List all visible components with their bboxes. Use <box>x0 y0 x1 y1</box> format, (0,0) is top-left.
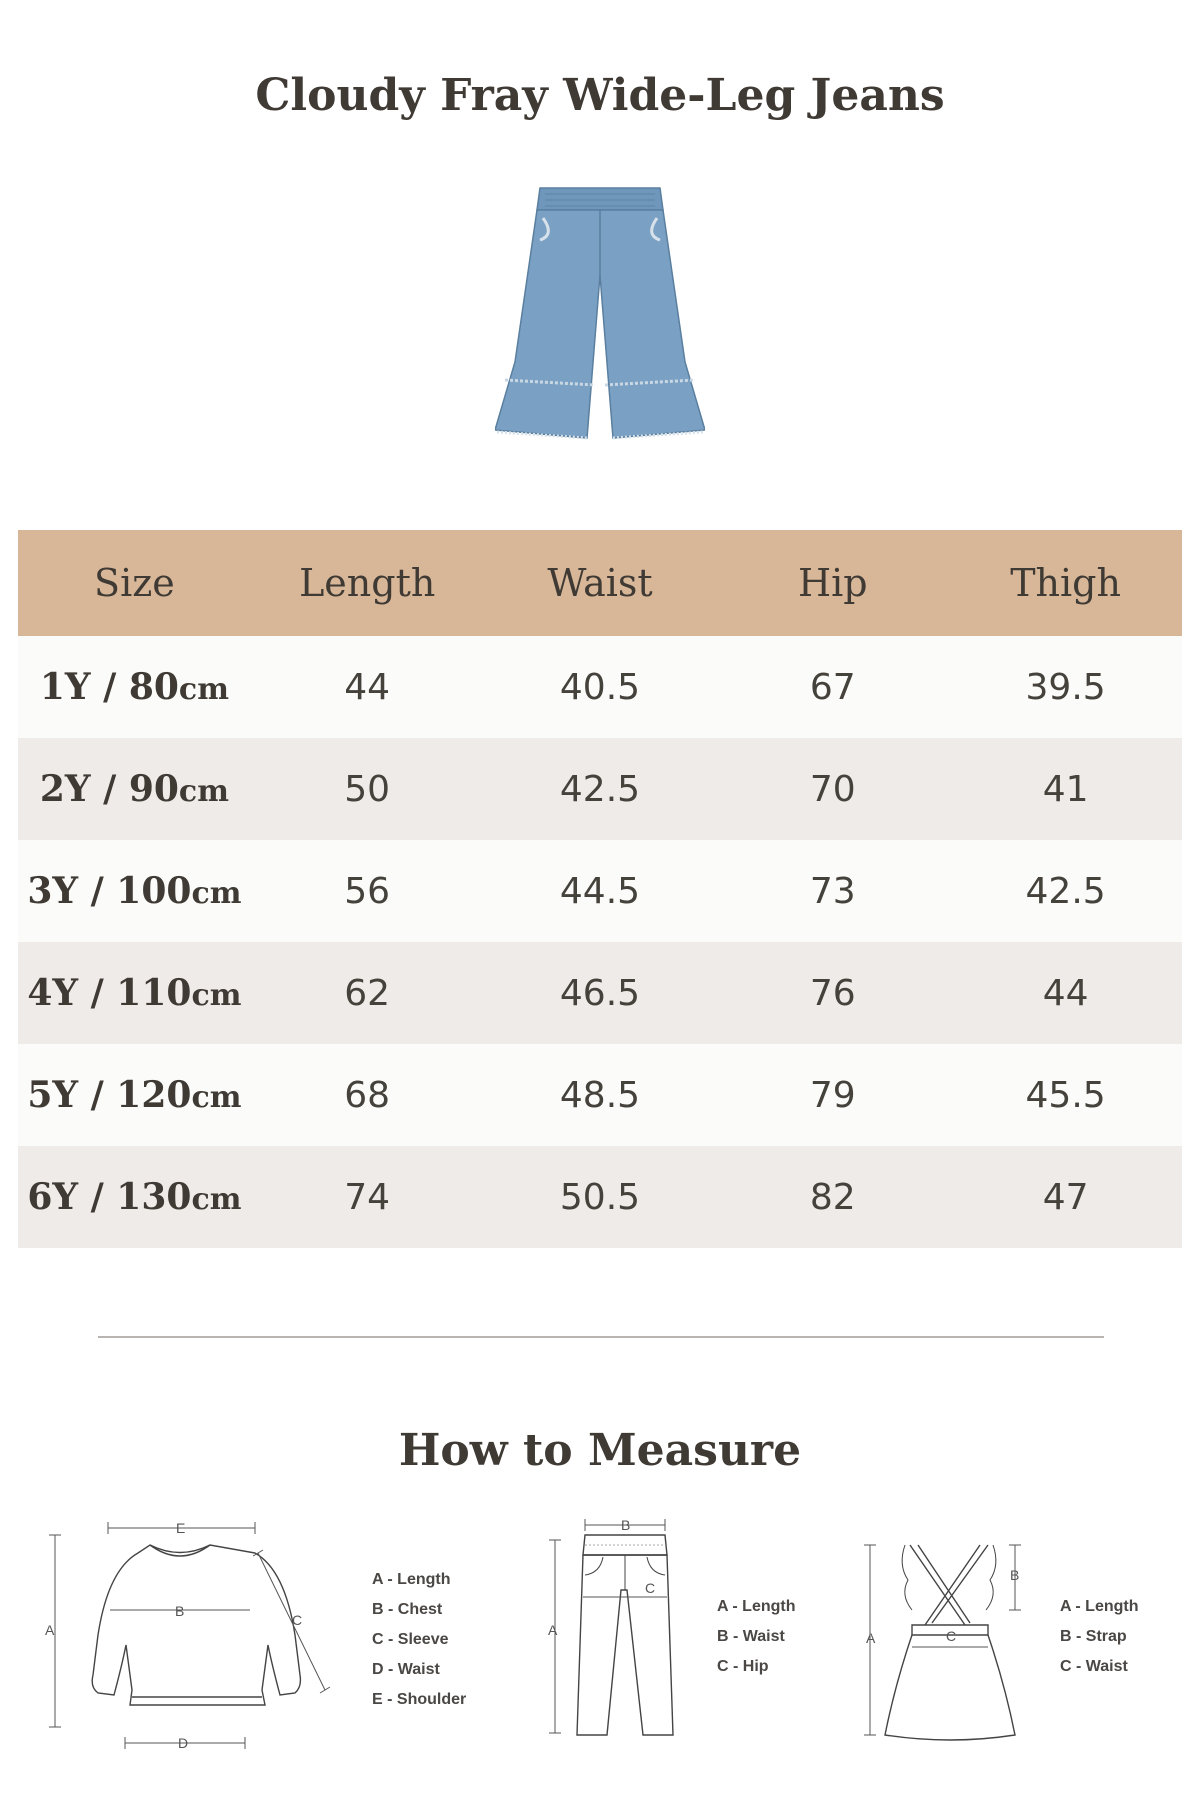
size-cell <box>18 1044 251 1146</box>
column-header-size: Size <box>18 530 251 636</box>
size-cell <box>18 942 251 1044</box>
label-d: D <box>178 1735 189 1751</box>
legend-item: C - Hip <box>717 1658 769 1675</box>
size-unit: cm <box>191 876 242 911</box>
size-value: 4Y / 110 <box>27 972 192 1014</box>
hip-cell: 67 <box>716 636 949 738</box>
waist-cell: 50.5 <box>484 1146 717 1248</box>
thigh-cell: 45.5 <box>949 1044 1182 1146</box>
waist-cell: 42.5 <box>484 738 717 840</box>
size-unit: cm <box>178 774 229 809</box>
legend-item: C - Sleeve <box>372 1631 449 1648</box>
overall-measure-diagram <box>860 1535 1035 1745</box>
size-value: 1Y / 80 <box>39 666 179 708</box>
table-row <box>18 840 1182 942</box>
legend-item: A - Length <box>1060 1598 1139 1615</box>
table-header-row <box>18 530 1182 636</box>
hip-cell: 73 <box>716 840 949 942</box>
waist-cell: 48.5 <box>484 1044 717 1146</box>
table-row <box>18 1146 1182 1248</box>
legend-item: B - Chest <box>372 1601 443 1618</box>
legend-item: A - Length <box>372 1571 451 1588</box>
table-row <box>18 942 1182 1044</box>
size-cell <box>18 840 251 942</box>
label-a: A <box>866 1630 876 1646</box>
label-c: C <box>946 1628 957 1644</box>
size-unit: cm <box>191 1182 242 1217</box>
size-cell <box>18 1146 251 1248</box>
hip-cell: 82 <box>716 1146 949 1248</box>
thigh-cell: 41 <box>949 738 1182 840</box>
thigh-cell: 42.5 <box>949 840 1182 942</box>
page-title: Cloudy Fray Wide-Leg Jeans <box>255 70 945 121</box>
legend-item: C - Waist <box>1060 1658 1128 1675</box>
size-chart-table <box>18 530 1182 1248</box>
label-e: E <box>176 1520 186 1536</box>
thigh-cell: 39.5 <box>949 636 1182 738</box>
size-unit: cm <box>178 672 229 707</box>
label-b: B <box>621 1517 631 1533</box>
size-value: 6Y / 130 <box>27 1176 192 1218</box>
legend-item: A - Length <box>717 1598 796 1615</box>
sweater-legend <box>372 1565 466 1715</box>
waist-cell: 44.5 <box>484 840 717 942</box>
label-b: B <box>175 1603 185 1619</box>
length-cell: 44 <box>251 636 484 738</box>
column-header-thigh: Thigh <box>949 530 1182 636</box>
legend-item: E - Shoulder <box>372 1691 467 1708</box>
size-unit: cm <box>191 978 242 1013</box>
how-to-measure-title: How to Measure <box>398 1425 802 1476</box>
label-a: A <box>548 1622 558 1638</box>
sweater-measure-diagram <box>40 1515 340 1765</box>
length-cell: 56 <box>251 840 484 942</box>
pants-measure-diagram <box>545 1515 695 1745</box>
hip-cell: 70 <box>716 738 949 840</box>
section-divider <box>98 1336 1104 1338</box>
label-c: C <box>645 1580 656 1596</box>
column-header-hip: Hip <box>716 530 949 636</box>
legend-item: B - Strap <box>1060 1628 1127 1645</box>
size-value: 2Y / 90 <box>39 768 179 810</box>
legend-item: D - Waist <box>372 1661 440 1678</box>
pants-legend <box>717 1592 796 1682</box>
label-b: B <box>1010 1567 1020 1583</box>
size-value: 3Y / 100 <box>27 870 192 912</box>
hip-cell: 76 <box>716 942 949 1044</box>
thigh-cell: 44 <box>949 942 1182 1044</box>
legend-item: B - Waist <box>717 1628 785 1645</box>
column-header-waist: Waist <box>484 530 717 636</box>
length-cell: 68 <box>251 1044 484 1146</box>
size-cell <box>18 636 251 738</box>
length-cell: 50 <box>251 738 484 840</box>
size-unit: cm <box>191 1080 242 1115</box>
label-c: C <box>292 1612 303 1628</box>
size-value: 5Y / 120 <box>27 1074 192 1116</box>
wide-leg-jeans-illustration <box>495 180 705 445</box>
length-cell: 62 <box>251 942 484 1044</box>
hip-cell: 79 <box>716 1044 949 1146</box>
size-cell <box>18 738 251 840</box>
waist-cell: 46.5 <box>484 942 717 1044</box>
waist-cell: 40.5 <box>484 636 717 738</box>
table-row <box>18 1044 1182 1146</box>
table-row <box>18 636 1182 738</box>
length-cell: 74 <box>251 1146 484 1248</box>
overall-legend <box>1060 1592 1139 1682</box>
label-a: A <box>45 1622 55 1638</box>
table-row <box>18 738 1182 840</box>
column-header-length: Length <box>251 530 484 636</box>
thigh-cell: 47 <box>949 1146 1182 1248</box>
